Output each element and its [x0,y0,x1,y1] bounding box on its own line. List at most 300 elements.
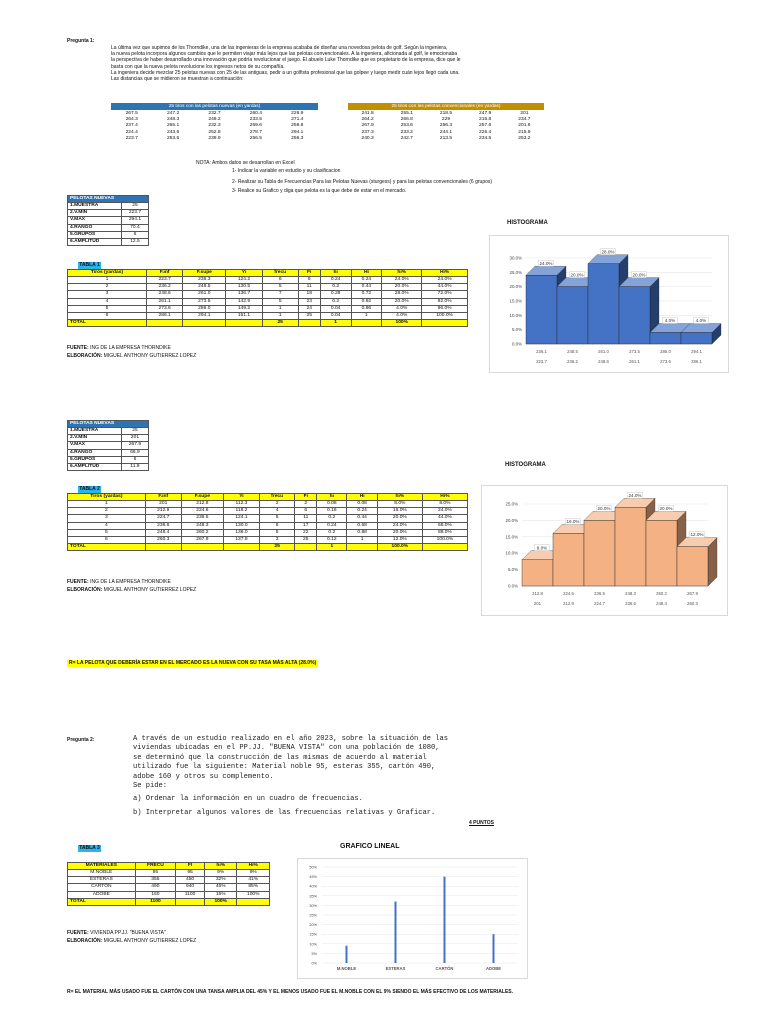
elaboracion-2: ELBORACIÓN: MIGUEL ANTHONY GUTIERREZ LOPEZ [67,587,197,593]
raw-cell: 241.8 [361,111,374,117]
table-cell: 11 [295,515,317,522]
y-tick-label: 5% [311,951,317,956]
table-cell: 273.6 [146,305,183,312]
table-cell: 212.8 [181,501,223,508]
table-cell: 236.5 [181,515,223,522]
table-cell: 44.0% [422,515,467,522]
y-tick-label: 0.0% [507,583,518,589]
data-label [628,492,643,498]
table-total-row [68,319,468,326]
elaboracion-1: ELBORACIÓN: MIGUEL ANTHONY GUTIERREZ LOPEZ [67,353,197,359]
raw-cell: 244.1 [439,129,453,135]
y-tick-label: 0% [311,961,317,966]
table-cell: 4.0% [382,312,422,319]
table-cell: 8.0% [422,501,467,508]
y-tick-label: 35% [309,894,317,899]
x-tick-label-secondary: 212.9 [563,601,574,606]
histogram-bar [681,324,721,344]
summary-row [68,210,149,217]
x-tick-label-secondary: 248.6 [598,359,609,364]
table-cell: 18 [298,291,320,298]
table-cell: 223.7 [146,277,183,284]
table-cell: 3 [68,291,147,298]
table-row [68,877,270,884]
table-header-cell: FRECU [135,863,176,870]
svg-text:24.0%: 24.0% [628,492,642,498]
x-tick-label: 212.8 [532,591,543,596]
table-cell: 0.04 [320,305,351,312]
raw-cell: 267.5 [125,111,138,117]
raw-cell: 226.9 [291,111,304,117]
summary-label: 2.V.MIN [68,435,122,442]
table-cell: 0.72 [351,291,382,298]
pregunta1-line: La ingeniera decide mezclar 25 pelotas nuevas con 25 de las antiguas, pedir a un golfista profesional que las golpee y luego medir cuán lejos llegó cada una. [111,69,460,76]
table-cell: 124.1 [223,515,259,522]
table-cell: 92.0% [422,298,468,305]
data-label [601,249,616,255]
table-cell: 0.68 [347,522,377,529]
table-cell: 130.0 [223,522,259,529]
table-cell: 4 [68,522,146,529]
table-cell: 25 [295,536,317,543]
svg-text:8.0%: 8.0% [536,545,548,551]
table-header-cell: hi% [204,863,237,870]
table-row [68,284,468,291]
pide-item-a: a) Ordenar la información en un cuadro de frecuencias. [133,795,363,803]
summary-value: 11.9 [121,463,148,470]
table-header-cell: hi [317,494,347,501]
table-row [68,312,468,319]
table-cell: 4 [68,298,147,305]
table-cell: 32% [204,877,237,884]
summary-label: V.MAX [68,442,122,449]
table-cell: 6 [295,508,317,515]
summary-label: 4.RANGO [68,224,122,231]
summary-value: 6 [121,231,148,238]
table-cell: 15% [204,891,237,898]
table-cell: 0.08 [347,501,377,508]
table-cell: 236.3 [183,277,226,284]
table-cell: 6 [68,312,147,319]
data-label [539,260,554,266]
pregunta1-line: la perspectiva de haber desarrollado una innovación que podría revolucionar el juego. El abuelo Luke Thorndike que es propietario de la empresa, dice que le [111,57,461,64]
table-cell: 100.0% [422,536,467,543]
table-cell: 88.0% [422,529,467,536]
x-tick-label: 236.5 [594,591,605,596]
grafico-bar [444,877,446,963]
pregunta2-label: Pregunta 2: [67,737,95,743]
raw-cell: 267.9 [361,123,374,129]
table-cell: ADOBE [68,891,136,898]
table-cell: 95 [176,870,205,877]
raw-cell: 201.6 [518,123,531,129]
summary-row [68,428,149,435]
raw-cell: 237.4 [125,123,138,129]
table-cell: 0.92 [351,298,382,305]
table-cell: 151.1 [226,312,263,319]
summary-label: 6.AMPLITUD [68,238,122,245]
table-cell: 136.0 [223,529,259,536]
table-cell: 286.0 [183,305,226,312]
table-header-cell: Hi% [422,270,468,277]
table-header-cell: frecu [259,494,294,501]
elaboracion-3: ELBORACIÓN: MIGUEL ANTHONY GUTIERREZ LOPEZ [67,938,197,944]
table-cell: 72.0% [422,291,468,298]
summary-header-row [68,196,149,203]
table-total-cell: 100% [382,319,422,326]
raw-cell: 201 [520,111,529,117]
x-tick-label-secondary: 260.3 [687,601,698,606]
raw-cell: 243.6 [166,129,180,135]
grafico-lineal-panel [297,858,528,979]
puntos-label: 4 PUNTOS [469,820,494,826]
tabla3-label: TABLA 3 [79,845,100,851]
svg-text:4.0%: 4.0% [664,318,676,324]
raw-cell: 253.6 [166,135,180,141]
table-header-cell: F.inf [145,494,181,501]
y-tick-label: 15.0% [509,298,522,304]
summary-row [68,463,149,470]
table-cell: 2 [68,508,146,515]
nota-item-2: 2- Realizar su Tabla de Frecuencias Para las Pelotas Nuevas (sturgess) y para las pelotas convencionales (6 grupos) [232,179,493,185]
data-label [566,519,581,525]
table-cell: 22 [295,529,317,536]
summary-label: 5.GRUPOS [68,231,122,238]
summary-table-2 [67,420,149,471]
data-label [663,318,678,324]
raw-conv-table [348,111,544,142]
table-cell: 16.0% [377,508,422,515]
table-cell: 24.0% [377,522,422,529]
table-cell: 224.7 [145,515,181,522]
svg-text:16.0%: 16.0% [566,519,580,525]
se-pide: Se pide: [133,782,168,790]
pregunta2-line: viviendas ubicadas en el PP.JJ. "BUENA VISTA" con una población de 1080, [133,744,440,753]
table-cell: 248.6 [146,291,183,298]
table-cell: M.NOBLE [68,870,136,877]
table-total-cell: 25 [259,543,294,550]
table-total-cell [176,898,205,905]
table-header-cell: FI [176,863,205,870]
table-header-cell: frecu [262,270,298,277]
table-total-cell [223,543,259,550]
table-cell: 1 [68,277,147,284]
table-header-cell: Fi [295,494,317,501]
raw-row [348,136,544,142]
x-tick-label: M.NOBLE [336,966,357,971]
raw-cell: 215.8 [479,117,492,123]
raw-cell: 258.8 [291,123,304,129]
table-cell: 85% [237,884,270,891]
table-cell: 0.2 [317,529,347,536]
table-cell: 5 [259,515,294,522]
x-tick-label-secondary: 223.7 [536,359,547,364]
table-cell: 142.9 [226,298,263,305]
table-cell: 11 [298,284,320,291]
table-cell: 0.24 [320,277,351,284]
table-cell: ESTERAS [68,877,136,884]
table-header-cell: MATERIALES [68,863,136,870]
table-total-cell: 1 [320,319,351,326]
table-row [68,277,468,284]
table-cell: 2 [68,284,147,291]
table-cell: 20.0% [377,515,422,522]
pregunta1-label: Pregunta 1: [67,38,95,44]
table-header-cell: F.supe [183,270,226,277]
x-tick-label: 273.5 [629,349,640,354]
pregunta1-text [111,45,461,82]
table-header-cell: Yi [223,494,259,501]
table-cell: 7 [262,291,298,298]
raw-cell: 218.5 [439,111,453,117]
table-total-cell: 1 [317,543,347,550]
table-header-cell: F.supe [181,494,223,501]
table-cell: 0.24 [347,508,377,515]
summary-row [68,238,149,245]
raw-row [111,136,318,142]
table-cell: 0.44 [347,515,377,522]
table-cell: 23 [298,298,320,305]
table-cell: 273.5 [183,298,226,305]
summary-row [68,217,149,224]
y-tick-label: 25% [309,913,317,918]
histogram-2-panel [481,485,728,616]
table-cell: 248.3 [181,522,223,529]
summary-value: 66.9 [121,449,148,456]
y-tick-label: 20.0% [505,517,518,523]
table-cell: 3 [259,536,294,543]
x-tick-label: 224.6 [563,591,574,596]
summary-label: 5.GRUPOS [68,456,122,463]
table-cell: 236.2 [146,284,183,291]
nota-item-1: 1- Indicar la variable en estudio y su clasificacion [232,168,341,174]
raw-cell: 278.7 [249,129,262,135]
table-cell: 24.0% [422,277,468,284]
summary-label: 4.RANGO [68,449,122,456]
grafico-bar [395,902,397,963]
table-cell: 149.2 [226,305,263,312]
x-tick-label: ESTERAS [385,966,406,971]
pregunta1-line: Las distancias que se midieron se muestran a continuación: [111,75,244,82]
table-cell: 267.9 [181,536,223,543]
svg-text:24.0%: 24.0% [539,260,553,266]
raw-cell: 239.9 [208,135,221,141]
fuente-1: FUENTE: ING DE LA EMPRESA THORNDIKE [67,345,171,351]
raw-cell: 255.1 [400,111,413,117]
table-cell: 44.0% [422,284,468,291]
raw-cell: 247.2 [166,111,180,117]
svg-text:20.0%: 20.0% [597,506,611,511]
table-header-cell: hi% [382,270,422,277]
summary-value: 267.9 [121,442,148,449]
table-cell: 0.16 [317,508,347,515]
table-cell: 0.28 [320,291,351,298]
table-total-cell [183,319,226,326]
x-tick-label-secondary: 248.4 [656,601,667,606]
table-cell: 260.3 [145,536,181,543]
raw-cell: 269.6 [249,123,262,129]
raw-cell: 252.8 [208,129,221,135]
raw-cell: 256.5 [249,135,262,141]
data-label [597,505,612,511]
summary-header-row [68,421,149,428]
summary-label: V.MAX [68,217,122,224]
x-tick-label-secondary: 261.1 [629,359,640,364]
raw-new-table [111,111,318,142]
table-header-cell: hi% [377,494,422,501]
summary-title: PELOTAS NUEVAS [68,196,149,203]
table-cell: 45% [204,884,237,891]
raw-cell: 266.8 [400,117,413,123]
table-cell: 4 [259,508,294,515]
table-total-cell [351,319,382,326]
raw-cell: 247.9 [479,111,492,117]
table-total-cell: 100% [204,898,237,905]
data-label [659,505,674,511]
table-cell: 12.0% [377,536,422,543]
table-total-cell [145,543,181,550]
table-cell: 294.1 [183,312,226,319]
x-tick-label: 267.9 [687,591,698,596]
summary-value: 201 [121,435,148,442]
table-cell: 130.5 [226,284,263,291]
raw-cell: 253.2 [518,135,531,141]
raw-cell: 249.2 [208,117,221,123]
raw-cell: 237.3 [361,129,374,135]
pregunta2-line: se determinó que la construcción de las mismas de acuerdo al material [133,753,427,762]
table-cell: 124.2 [226,277,263,284]
table-cell: 9% [237,870,270,877]
summary-value: 70.4 [121,224,148,231]
raw-conv-title: 25 tiros con las pelotas convencionales (en yardas) [348,103,544,110]
y-tick-label: 30% [309,903,317,908]
y-tick-label: 20% [309,923,317,928]
fuente-3: FUENTE: VIVIENDA PP.JJ. "BUENA VISTA" [67,930,166,936]
table-row [68,501,468,508]
grafico-bar [493,934,495,963]
y-tick-label: 30.0% [509,255,522,261]
summary-value: 12.5 [121,238,148,245]
x-tick-label: 261.0 [598,349,609,354]
x-tick-label-secondary: 201 [533,601,542,606]
summary-value: 294.1 [121,217,148,224]
y-tick-label: 40% [309,884,317,889]
histogram-1-title: HISTOGRAMA [507,220,548,226]
raw-cell: 242.7 [400,135,413,141]
table-cell: 0.24 [351,277,382,284]
svg-text:28.0%: 28.0% [601,249,615,255]
raw-cell: 233.5 [249,117,262,123]
summary-value: 25 [121,203,148,210]
respuesta-1: R= LA PELOTA QUE DEBERÍA ESTAR EN EL MERCADO ES LA NUEVA CON SU TASA MÁS ALTA (28.0%) [69,660,317,666]
table-header-cell: Yi [226,270,263,277]
svg-text:20.0%: 20.0% [570,272,584,278]
table-total-cell: TOTAL [68,898,136,905]
table-header-cell: Hi% [237,863,270,870]
y-tick-label: 5.0% [511,327,522,333]
histogram-bar [677,538,717,586]
raw-cell: 233.2 [400,129,413,135]
table-cell: 0.2 [320,284,351,291]
table-cell: 100.0% [422,312,468,319]
table-cell: 2 [295,501,317,508]
table-cell: 2 [259,501,294,508]
table-cell: 6 [262,277,298,284]
table-cell: 6 [68,536,146,543]
raw-cell: 265.1 [166,123,180,129]
x-tick-label: 286.0 [660,349,671,354]
summary-label: 1.MUESTRA [68,428,122,435]
table-cell: 224.6 [181,508,223,515]
table-cell: 248.4 [145,529,181,536]
histogram-1-svg [490,236,730,374]
y-tick-label: 25.0% [509,269,522,275]
table-cell: 41% [237,877,270,884]
table-cell: 1 [262,312,298,319]
raw-cell: 260.4 [249,111,262,117]
table-cell: 160 [135,891,176,898]
y-tick-label: 0.0% [511,341,522,347]
table-header-cell: Hi% [422,494,467,501]
raw-cell: 215.9 [518,129,531,135]
table-cell: 1 [262,305,298,312]
y-tick-label: 10% [309,942,317,947]
table-cell: 3 [68,515,146,522]
pregunta2-line: A través de un estudio realizado en el año 2023, sobre la situación de las [133,735,449,743]
fuente-2: FUENTE: ING DE LA EMPRESA THORNDIKE [67,579,171,585]
pregunta2-text [133,735,448,782]
pregunta1-line: La última vez que supimos de los Thorndike, una de las ingenieras de la empresa acababa de diseñar una novedosa pelota de golf. Según la ingeniera, [111,45,448,51]
raw-cell: 264.2 [361,117,374,123]
summary-value: 223.7 [121,210,148,217]
summary-value: 6 [121,456,148,463]
table-cell: 8.0% [377,501,422,508]
summary-row [68,449,149,456]
table-total-cell [422,543,467,550]
table-cell: 24 [298,305,320,312]
table-total-cell: 1100 [135,898,176,905]
table-cell: 20.0% [377,529,422,536]
table-cell: 68.0% [422,522,467,529]
raw-cell: 264.3 [125,117,138,123]
y-tick-label: 45% [309,875,317,880]
raw-cell: 226.4 [479,129,492,135]
summary-value: 25 [121,428,148,435]
y-tick-label: 15.0% [505,534,518,540]
raw-cell: 271.4 [291,117,304,123]
table-cell: 261.0 [183,291,226,298]
table-cell: 355 [135,877,176,884]
y-tick-label: 10.0% [505,550,518,556]
table-cell: 0.2 [320,298,351,305]
pregunta1-line: basta con que la nueva pelota revolucione los ingresos netos de su compañía. [111,63,285,70]
raw-cell: 232.3 [208,123,221,129]
table-cell: 0.24 [317,522,347,529]
table-total-cell [181,543,223,550]
table-cell: 118.2 [223,508,259,515]
table-cell: 261.1 [146,298,183,305]
svg-text:20.0%: 20.0% [632,272,646,278]
raw-cell: 223.7 [125,135,138,141]
data-label [570,272,585,278]
frequency-table-2 [67,493,468,551]
raw-cell: 232.7 [208,111,221,117]
table-cell: 20.0% [382,284,422,291]
raw-cell: 224.4 [125,129,138,135]
table-cell: 5 [262,298,298,305]
summary-label: 2.V.MIN [68,210,122,217]
x-tick-label-secondary: 224.7 [594,601,605,606]
